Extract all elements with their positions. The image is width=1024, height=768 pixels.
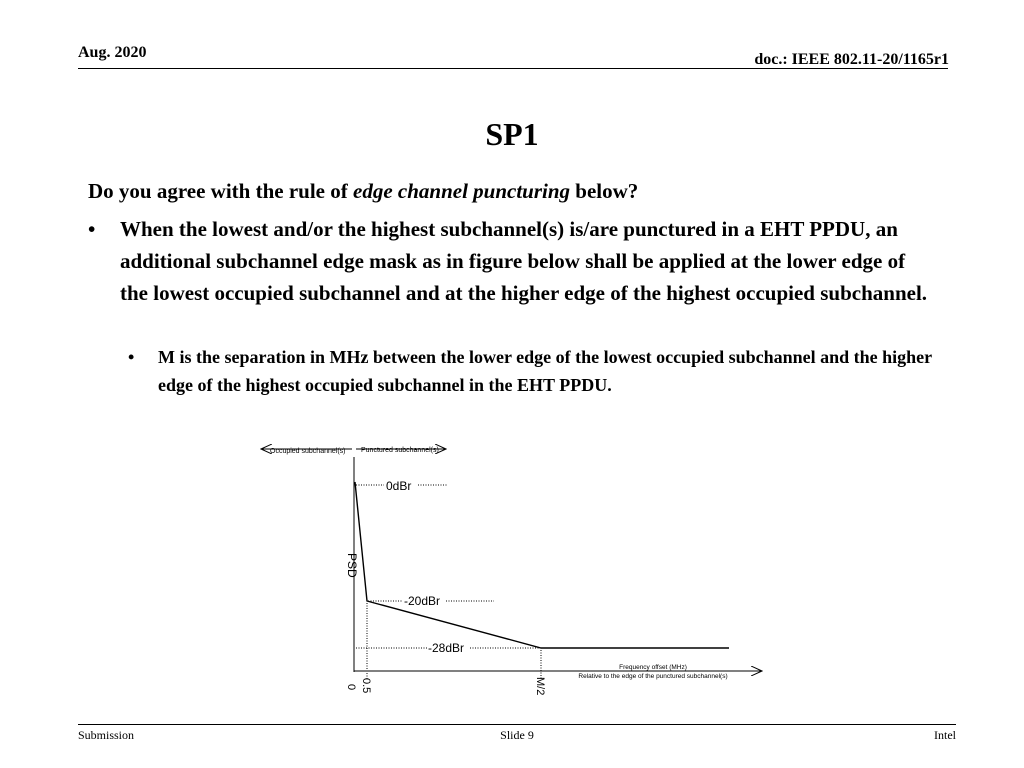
x-tick-0.5: 0.5: [360, 678, 372, 694]
x-axis-caption-1: Frequency offset (MHz): [619, 664, 687, 671]
x-tick-m2: M/2: [534, 677, 546, 696]
punctured-label: Punctured subchannel(s): [361, 447, 439, 454]
slide-title: SP1: [485, 116, 539, 152]
mask-curve: [355, 482, 729, 648]
x-axis-caption-2: Relative to the edge of the punctured subchannel(s): [578, 673, 728, 680]
bullet-marker: •: [88, 217, 96, 241]
x-tick-0: 0: [345, 684, 357, 691]
level-28dbr-label: -28dBr: [428, 641, 465, 655]
footer-company: Intel: [934, 728, 956, 742]
sub-bullet-marker: •: [128, 347, 135, 367]
footer-submission: Submission: [78, 728, 135, 742]
question-emphasis: edge channel puncturing: [353, 179, 571, 203]
bullet-2-text: M is the separation in MHz between the lower edge of the lowest occupied subchannel and the higher edge of the highest occupied subchannel in the EHT PPDU.: [158, 347, 932, 395]
psd-label: PSD: [345, 553, 359, 578]
question-suffix: below?: [570, 179, 639, 203]
question-prefix: Do you agree with the rule of: [88, 179, 353, 203]
header-date: Aug. 2020: [78, 44, 147, 61]
header-doc-id: doc.: IEEE 802.11-20/1165r1: [754, 51, 949, 68]
bullet-1-text: When the lowest and/or the highest subchannel(s) is/are punctured in a EHT PPDU, an additional subchannel edge mask as in figure below shall be applied at the lower edge of the lowest occupied subchannel and at the higher edge of the highest occupied subchannel.: [120, 217, 928, 305]
footer-slide-number: Slide 9: [500, 728, 534, 742]
occupied-label: Occupied subchannel(s): [270, 448, 346, 455]
footer-divider: [78, 724, 956, 725]
level-0dbr-label: 0dBr: [386, 479, 412, 493]
level-20dbr-label: -20dBr: [404, 594, 441, 608]
